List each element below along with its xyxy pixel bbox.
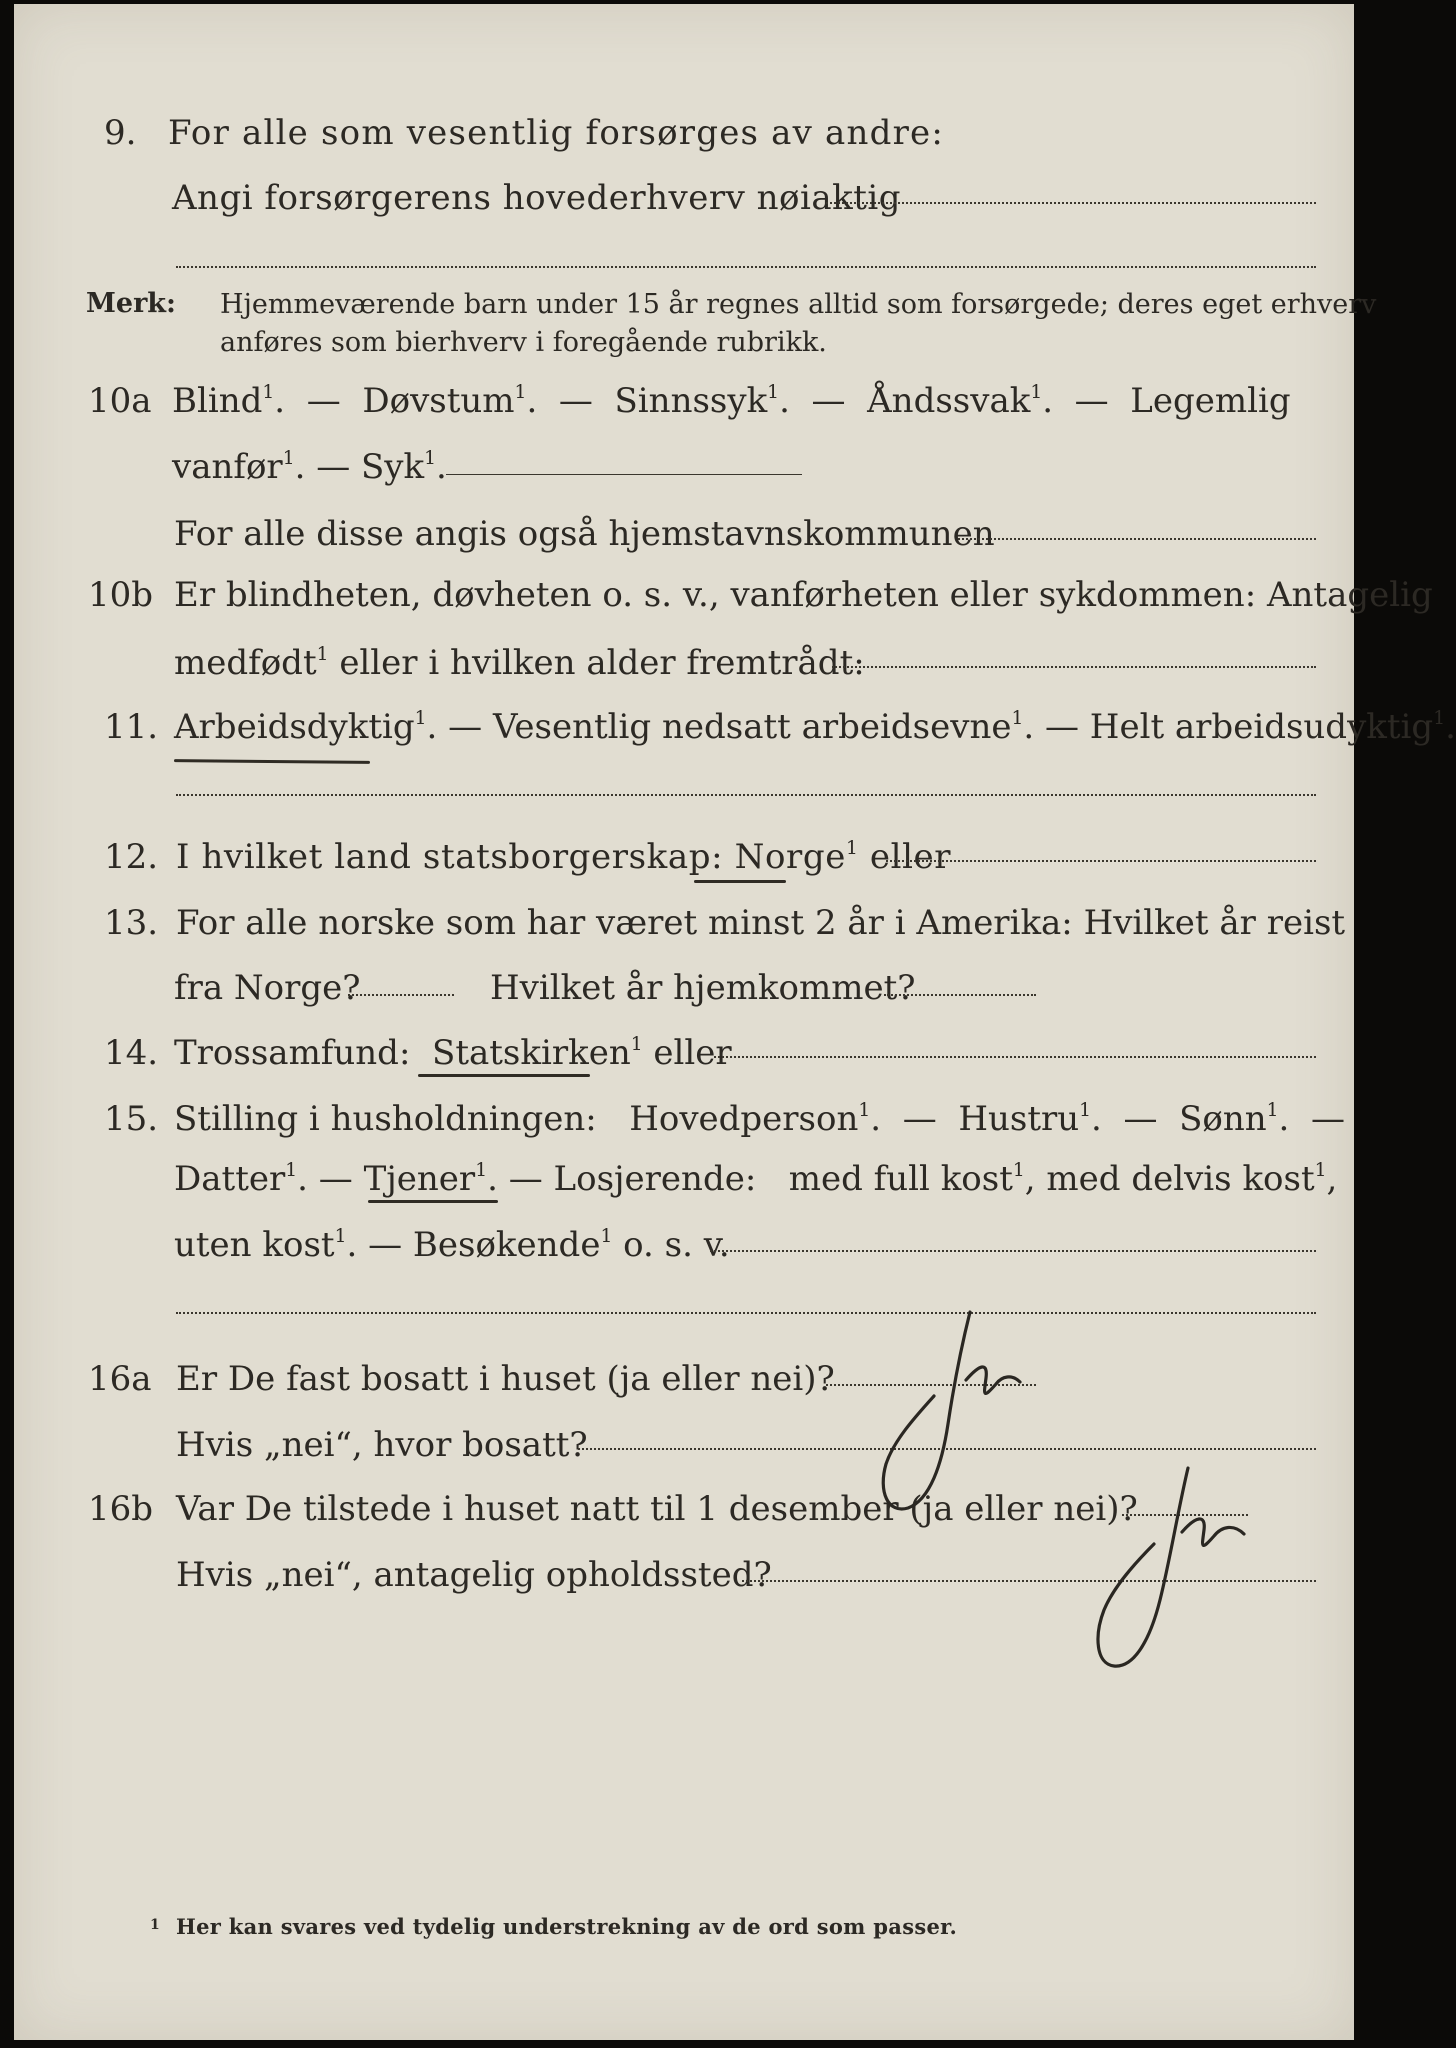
- q10a-syk-field[interactable]: [446, 474, 802, 475]
- q15-extra-field-1[interactable]: [710, 1250, 1316, 1252]
- q9-number: 9.: [104, 113, 137, 153]
- census-form-page: [14, 4, 1456, 2040]
- q10b-line1: Er blindheten, døvheten o. s. v., vanførheten eller sykdommen: Antagelig: [174, 575, 1433, 615]
- q13-line1: For alle norske som har været minst 2 år i Amerika: Hvilket år reist: [176, 903, 1346, 943]
- option-tjener[interactable]: Tjener: [363, 1159, 476, 1199]
- option-datter[interactable]: Datter: [174, 1159, 286, 1199]
- q16b-question: Var De tilstede i huset natt til 1 desember (ja eller nei)?: [176, 1489, 1138, 1529]
- option-nedsatt[interactable]: Vesentlig nedsatt arbeidsevne: [492, 707, 1012, 747]
- footnote-marker: 1: [150, 1917, 161, 1933]
- q15-extra-field-2[interactable]: [176, 1312, 1316, 1314]
- option-legemlig[interactable]: Legemlig: [1130, 381, 1291, 421]
- q15-line2: Datter$^1$. — Tjener$^1$. — Losjerende: med full kost$^1$, med delvis kost$^1$,: [174, 1159, 1338, 1199]
- q16b-followup: Hvis „nei“, antagelig opholdssted?: [176, 1555, 772, 1595]
- q10a-number: 10a: [88, 381, 152, 421]
- q9-answer-field-2[interactable]: [176, 266, 1316, 268]
- q16b-number: 16b: [88, 1489, 154, 1529]
- option-hovedperson[interactable]: Hovedperson: [629, 1099, 859, 1139]
- option-vanfor[interactable]: vanfør: [172, 447, 283, 487]
- q14-number: 14.: [104, 1033, 159, 1073]
- q14-trossamfund-field[interactable]: [714, 1056, 1316, 1058]
- q16a-followup: Hvis „nei“, hvor bosatt?: [176, 1425, 588, 1465]
- option-dovstum[interactable]: Døvstum: [362, 381, 515, 421]
- q10a-line2: vanfør$^1$. — Syk$^1$.: [172, 447, 447, 487]
- q13-number: 13.: [104, 903, 159, 943]
- option-blind[interactable]: Blind: [172, 381, 263, 421]
- option-delvis-kost[interactable]: med delvis kost: [1046, 1159, 1315, 1199]
- q12-line: I hvilket land statsborgerskap: Norge$^1$ eller: [176, 837, 952, 877]
- q15-line3: uten kost$^1$. — Besøkende$^1$ o. s. v.: [174, 1225, 730, 1265]
- underline-arbeidsdyktig: [174, 759, 370, 764]
- footnote-text: Her kan svares ved tydelig understrekning av de ord som passer.: [176, 1914, 958, 1939]
- q14-line: Trossamfund: Statskirken$^1$ eller: [174, 1033, 732, 1073]
- q15-line1: Stilling i husholdningen: Hovedperson$^1$. — Hustru$^1$. — Sønn$^1$. —: [174, 1099, 1345, 1139]
- option-besokende[interactable]: Besøkende: [412, 1225, 601, 1265]
- option-arbeidsdyktig[interactable]: Arbeidsdyktig: [174, 707, 415, 747]
- underline-norge: [694, 880, 786, 883]
- option-andssvak[interactable]: Åndssvak: [867, 381, 1031, 421]
- handwritten-answer-16a: [874, 1304, 1054, 1524]
- note-label: Merk:: [86, 288, 176, 319]
- q11-line1: Arbeidsdyktig$^1$. — Vesentlig nedsatt arbeidsevne$^1$. — Helt arbeidsudyktig$^1$.: [174, 707, 1456, 747]
- q10a-line1: Blind$^1$. — Døvstum$^1$. — Sinnssyk$^1$. — Åndssvak$^1$. — Legemlig: [172, 381, 1291, 421]
- option-syk[interactable]: Syk: [361, 447, 425, 487]
- q10a-line3: For alle disse angis også hjemstavnskommunen: [174, 514, 995, 554]
- q9-line2: Angi forsørgerens hovederhverv nøiaktig: [172, 178, 902, 218]
- q9-answer-field-1[interactable]: [826, 202, 1316, 204]
- q10b-alder-field[interactable]: [832, 666, 1316, 668]
- option-full-kost[interactable]: med full kost: [788, 1159, 1013, 1199]
- q16a-number: 16a: [88, 1359, 152, 1399]
- q11-extra-field[interactable]: [176, 794, 1316, 796]
- underline-statskirken: [418, 1074, 590, 1077]
- option-statskirken[interactable]: Statskirken: [432, 1033, 631, 1073]
- option-sonn[interactable]: Sønn: [1179, 1099, 1267, 1139]
- option-medfodt[interactable]: medfødt: [174, 643, 317, 683]
- underline-tjener: [368, 1200, 498, 1203]
- option-hustru[interactable]: Hustru: [958, 1099, 1080, 1139]
- q9-line1: For alle som vesentlig forsørges av andre:: [168, 113, 945, 153]
- q12-land-field[interactable]: [886, 860, 1316, 862]
- q10b-line2: medfødt$^1$ eller i hvilken alder fremtrådt:: [174, 643, 865, 683]
- handwritten-answer-16b: [1074, 1460, 1274, 1680]
- option-norge[interactable]: Norge: [734, 837, 846, 877]
- q12-number: 12.: [104, 837, 159, 877]
- note-line2: anføres som bierhverv i foregående rubrikk.: [220, 327, 827, 358]
- q13-reist-field[interactable]: [348, 994, 454, 996]
- q13-part-a: fra Norge?: [174, 968, 361, 1008]
- q10b-number: 10b: [88, 575, 154, 615]
- q13-part-b: Hvilket år hjemkommet?: [490, 968, 916, 1008]
- q16a-question: Er De fast bosatt i huset (ja eller nei)?: [176, 1359, 835, 1399]
- note-line1: Hjemmeværende barn under 15 år regnes alltid som forsørgede; deres eget erhverv: [220, 289, 1377, 320]
- option-uten-kost[interactable]: uten kost: [174, 1225, 335, 1265]
- q10a-hjemstavn-field[interactable]: [958, 538, 1316, 540]
- option-sinnssyk[interactable]: Sinnssyk: [614, 381, 768, 421]
- q13-hjemkommet-field[interactable]: [884, 994, 1036, 996]
- q11-number: 11.: [104, 707, 159, 747]
- option-udyktig[interactable]: Helt arbeidsudyktig: [1089, 707, 1434, 747]
- q15-number: 15.: [104, 1099, 159, 1139]
